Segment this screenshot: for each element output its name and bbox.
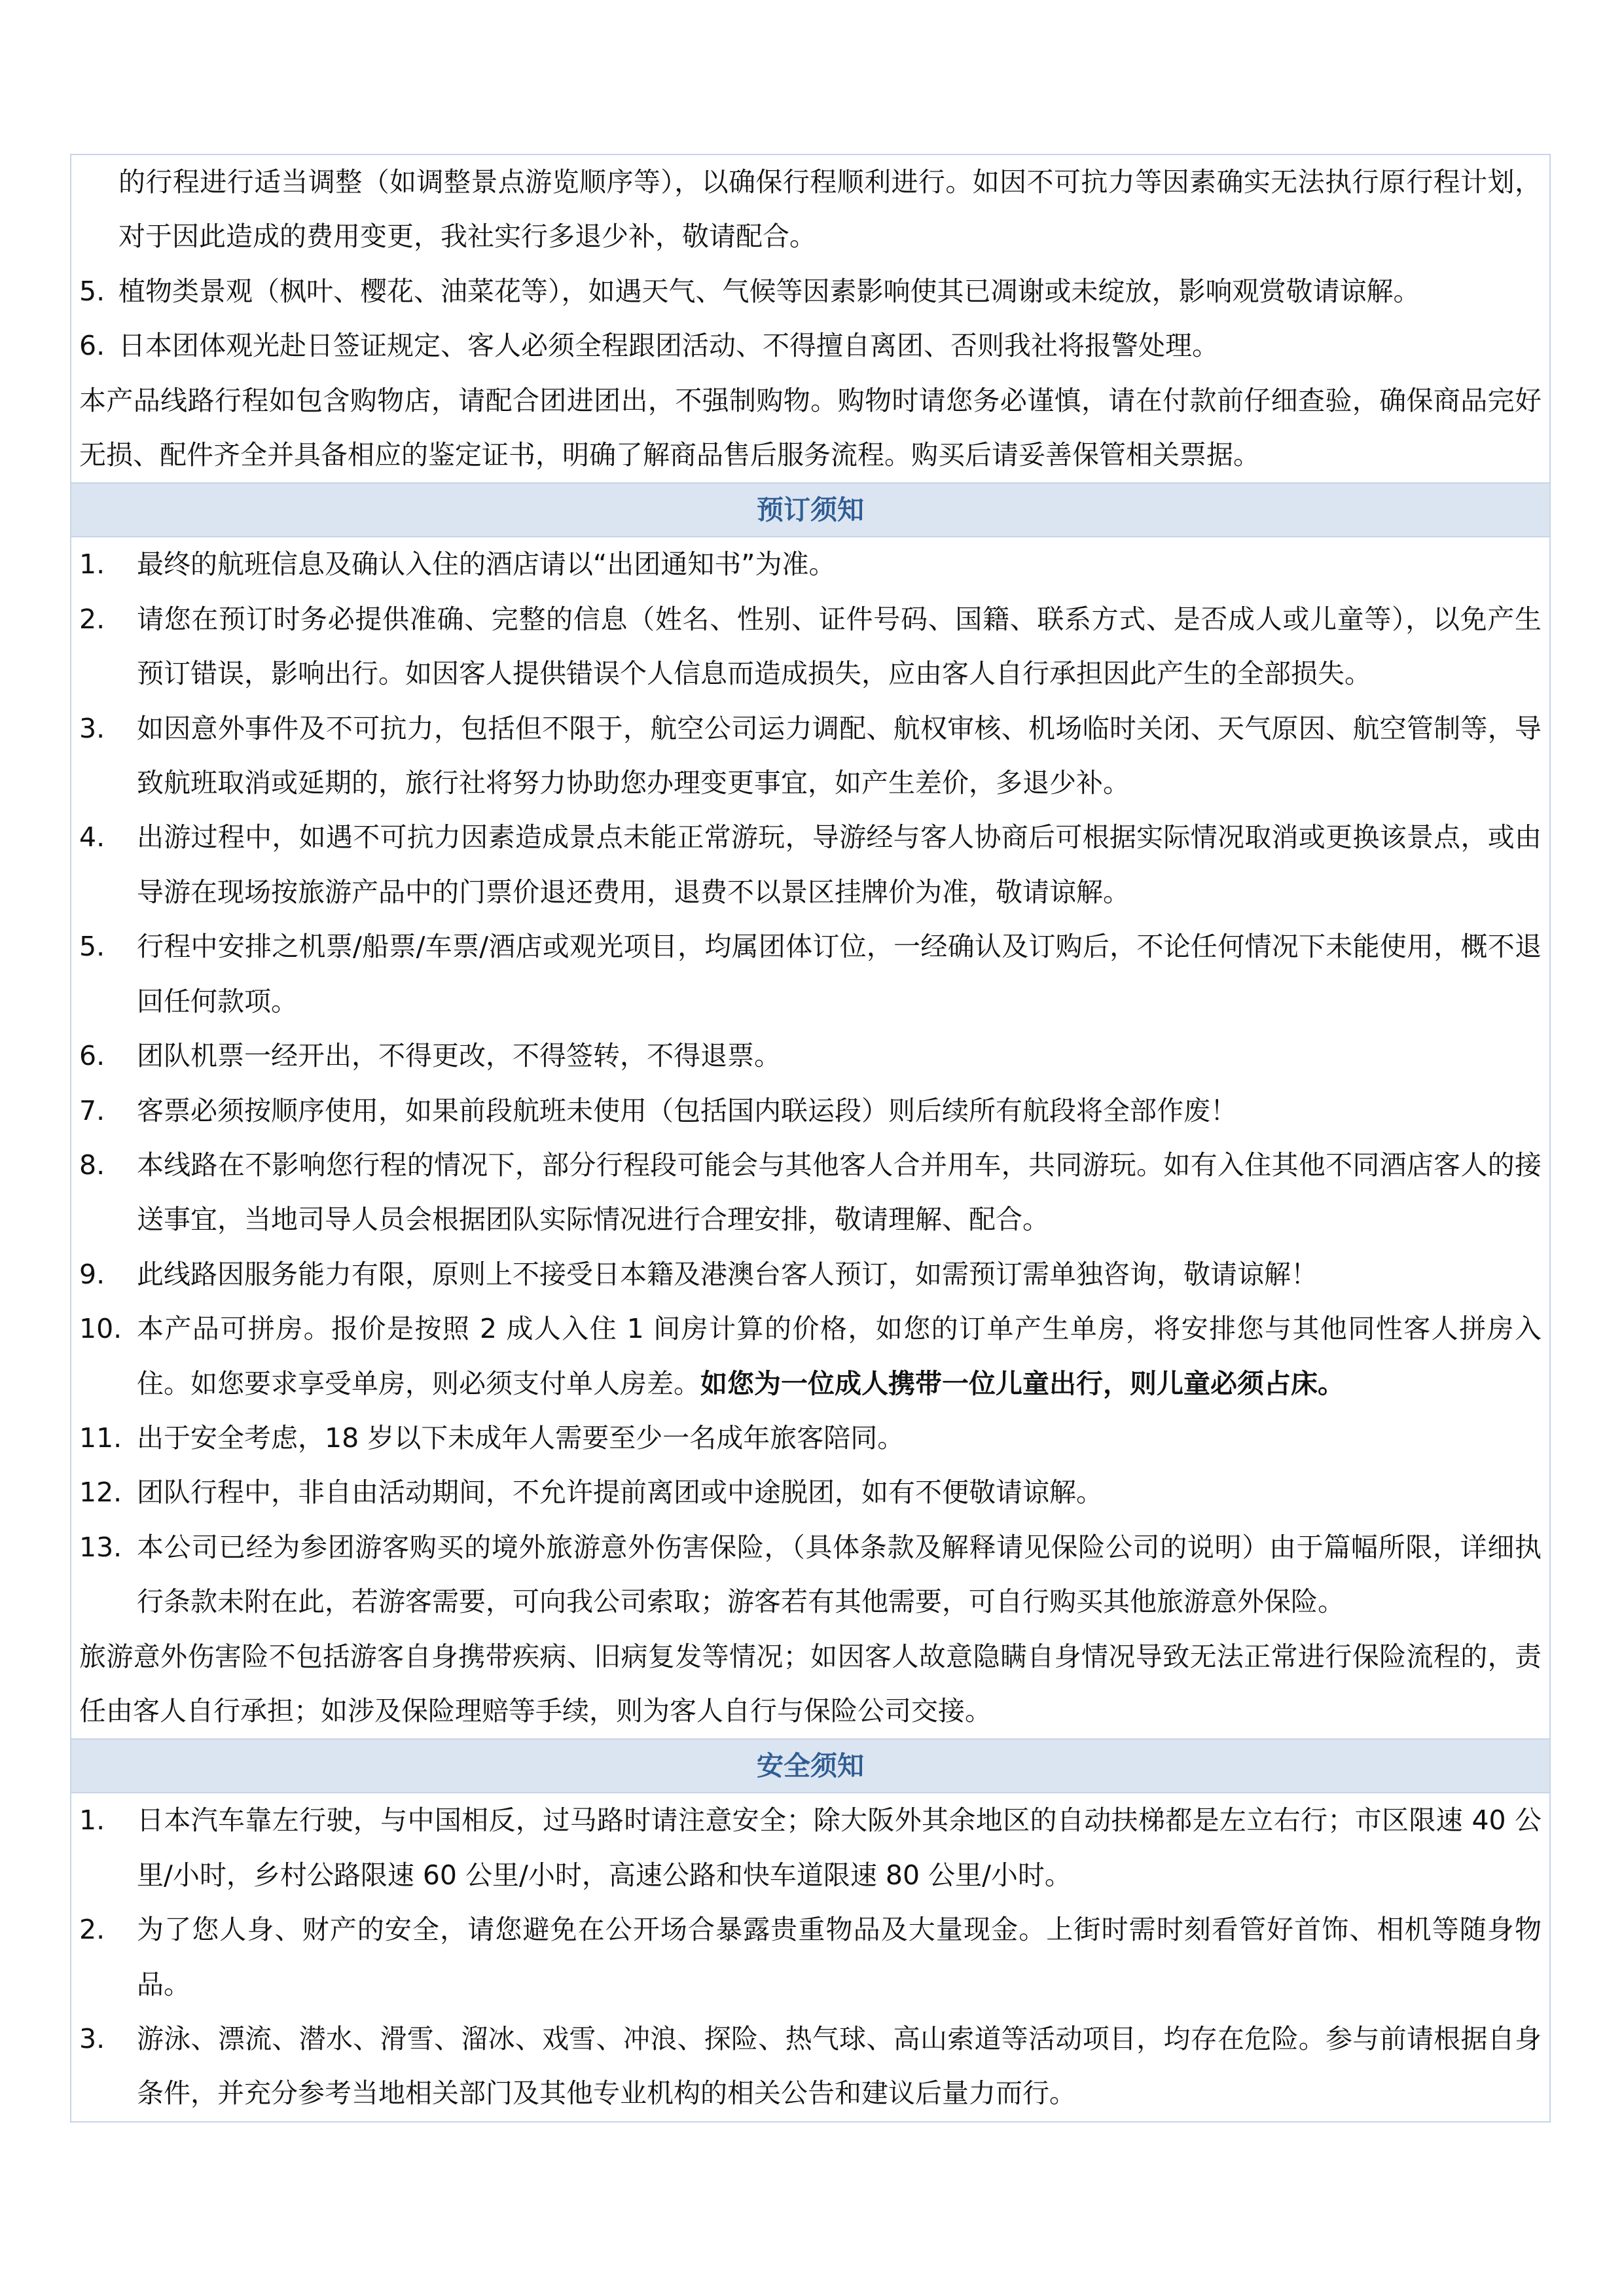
item-text-regular: 团队行程中，非自由活动期间，不允许提前离团或中途脱团，如有不便敬请谅解。: [137, 1477, 1103, 1509]
item-text: [137, 810, 1542, 920]
item-number: 2.: [79, 603, 105, 635]
item-text: 日本团体观光赴日签证规定、客人必须全程跟团活动、不得擅自离团、否则我社将报警处理。: [118, 330, 1219, 362]
list-item: [71, 1520, 1549, 1630]
item-number: 5.: [79, 275, 105, 307]
item-number: 1.: [79, 548, 105, 581]
list-item: [71, 264, 1549, 319]
item-number: 6.: [79, 1040, 105, 1072]
item-text-regular: 如因意外事件及不可抗力，包括但不限于，航空公司运力调配、航权审核、机场临时关闭、天气原因、航空管制等，导致航班取消或延期的，旅行社将努力协助您办理变更事宜，如产生差价，多退少补。: [137, 712, 1542, 799]
item-text: [137, 1247, 1542, 1302]
item-number: 11.: [79, 1422, 122, 1454]
item-text: 植物类景观（枫叶、樱花、油菜花等），如遇天气、气候等因素影响使其已凋谢或未绽放，影响观赏敬请谅解。: [118, 275, 1420, 307]
item-text: [137, 1465, 1542, 1520]
item-text: [137, 1302, 1542, 1411]
item-text-regular: 日本汽车靠左行驶，与中国相反，过马路时请注意安全；除大阪外其余地区的自动扶梯都是左立右行；市区限速 40 公里/小时，乡村公路限速 60 公里/小时，高速公路和快车道限速 80 公里/小时。: [137, 1804, 1542, 1891]
list-item: [71, 702, 1549, 811]
item-text: [137, 702, 1542, 811]
list-item: [71, 1247, 1549, 1302]
list-item: [71, 319, 1549, 373]
list-item: [71, 1411, 1549, 1465]
list-item: [71, 920, 1549, 1029]
item-text-regular: 团队机票一经开出，不得更改，不得签转，不得退票。: [137, 1040, 781, 1072]
item-number: 9.: [79, 1258, 105, 1290]
list-item: [71, 1084, 1549, 1138]
section-travel-notes: [71, 155, 1549, 482]
shopping-note: 本产品线路行程如包含购物店，请配合团进团出，不强制购物。购物时请您务必谨慎，请在付款前仔细查验，确保商品完好无损、配件齐全并具备相应的鉴定证书，明确了解商品售后服务流程。购买后请妥善保管相关票据。: [79, 384, 1542, 471]
item-number: 3.: [79, 712, 105, 744]
list-item: [71, 537, 1549, 592]
item-number: 5.: [79, 931, 105, 963]
list-item: [71, 810, 1549, 920]
item-number: 6.: [79, 330, 105, 362]
item-number: 4.: [79, 821, 105, 853]
item-text-regular: 游泳、漂流、潜水、滑雪、溜冰、戏雪、冲浪、探险、热气球、高山索道等活动项目，均存在危险。参与前请根据自身条件，并充分参考当地相关部门及其他专业机构的相关公告和建议后量力而行。: [137, 2023, 1542, 2109]
item-text-regular: 本线路在不影响您行程的情况下，部分行程段可能会与其他客人合并用车，共同游玩。如有入住其他不同酒店客人的接送事宜，当地司导人员会根据团队实际情况进行合理安排，敬请理解、配合。: [137, 1149, 1542, 1236]
item-number: 3.: [79, 2023, 105, 2054]
item-text: [137, 2012, 1542, 2121]
item-number: 13.: [79, 1531, 122, 1563]
item-text-regular: 最终的航班信息及确认入住的酒店请以“出团通知书”为准。: [137, 548, 836, 581]
section-booking-notes: [71, 537, 1549, 1629]
item-text-regular: 为了您人身、财产的安全，请您避免在公开场合暴露贵重物品及大量现金。上街时需时刻看管好首饰、相机等随身物品。: [137, 1914, 1542, 2000]
item-text-regular: 本产品可拼房。报价是按照 2 成人入住 1 间房计算的价格，如您的订单产生单房，将安排您与其他同性客人拼房入住。如您要求享受单房，则必须支付单人房差。: [137, 1313, 1542, 1399]
item-number: 1.: [79, 1804, 105, 1837]
continued-paragraph: 的行程进行适当调整（如调整景点游览顺序等），以确保行程顺利进行。如因不可抗力等因素确实无法执行原行程计划，对于因此造成的费用变更，我社实行多退少补，敬请配合。: [118, 166, 1542, 253]
item-text: [137, 1084, 1542, 1138]
list-item: [71, 1903, 1549, 2012]
item-number: 12.: [79, 1477, 122, 1509]
section-safety-notes: [71, 1793, 1549, 2121]
item-text-regular: 客票必须按顺序使用，如果前段航班未使用（包括国内联运段）则后续所有航段将全部作废！: [137, 1094, 1237, 1126]
list-item: [71, 1029, 1549, 1083]
item-text: [137, 1029, 1542, 1083]
item-text: [137, 1520, 1542, 1630]
item-text-regular: 出于安全考虑，18 岁以下未成年人需要至少一名成年旅客陪同。: [137, 1422, 905, 1454]
list-item: [71, 592, 1549, 702]
item-number: 7.: [79, 1094, 105, 1126]
list-item: [71, 1793, 1549, 1903]
list-item: [71, 1138, 1549, 1247]
list-item: [71, 1302, 1549, 1411]
item-text: [137, 537, 1542, 592]
item-text-regular: 本公司已经为参团游客购买的境外旅游意外伤害保险，（具体条款及解释请见保险公司的说明）由于篇幅所限，详细执行条款未附在此，若游客需要，可向我公司索取；游客若有其他需要，可自行购买其他旅游意外保险。: [137, 1531, 1542, 1618]
item-text: [137, 920, 1542, 1029]
item-text: [137, 1138, 1542, 1247]
notice-table: [70, 154, 1551, 2123]
item-number: 2.: [79, 1914, 105, 1946]
item-text: [137, 1793, 1542, 1903]
list-item: [71, 1465, 1549, 1520]
item-text-bold: 如您为一位成人携带一位儿童出行，则儿童必须占床。: [700, 1367, 1344, 1399]
item-text: [137, 592, 1542, 702]
insurance-note: 旅游意外伤害险不包括游客自身携带疾病、旧病复发等情况；如因客人故意隐瞒自身情况导致无法正常进行保险流程的，责任由客人自行承担；如涉及保险理赔等手续，则为客人自行与保险公司交接。: [79, 1640, 1542, 1727]
item-number: 8.: [79, 1149, 105, 1181]
item-number: 10.: [79, 1313, 122, 1345]
list-item: [71, 2012, 1549, 2121]
item-text-regular: 此线路因服务能力有限，原则上不接受日本籍及港澳台客人预订，如需预订需单独咨询，敬请谅解！: [137, 1258, 1318, 1290]
item-text-regular: 出游过程中，如遇不可抗力因素造成景点未能正常游玩，导游经与客人协商后可根据实际情况取消或更换该景点，或由导游在现场按旅游产品中的门票价退还费用，退费不以景区挂牌价为准，敬请谅解。: [137, 821, 1542, 908]
section-header-booking: 预订须知: [71, 482, 1549, 537]
item-text-regular: 行程中安排之机票/船票/车票/酒店或观光项目，均属团体订位，一经确认及订购后，不论任何情况下未能使用，概不退回任何款项。: [137, 931, 1542, 1017]
item-text: [137, 1903, 1542, 2012]
section-header-safety: 安全须知: [71, 1738, 1549, 1793]
item-text-regular: 请您在预订时务必提供准确、完整的信息（姓名、性别、证件号码、国籍、联系方式、是否成人或儿童等），以免产生预订错误，影响出行。如因客人提供错误个人信息而造成损失，应由客人自行承担因此产生的全部损失。: [137, 603, 1542, 690]
item-text: [137, 1411, 1542, 1465]
